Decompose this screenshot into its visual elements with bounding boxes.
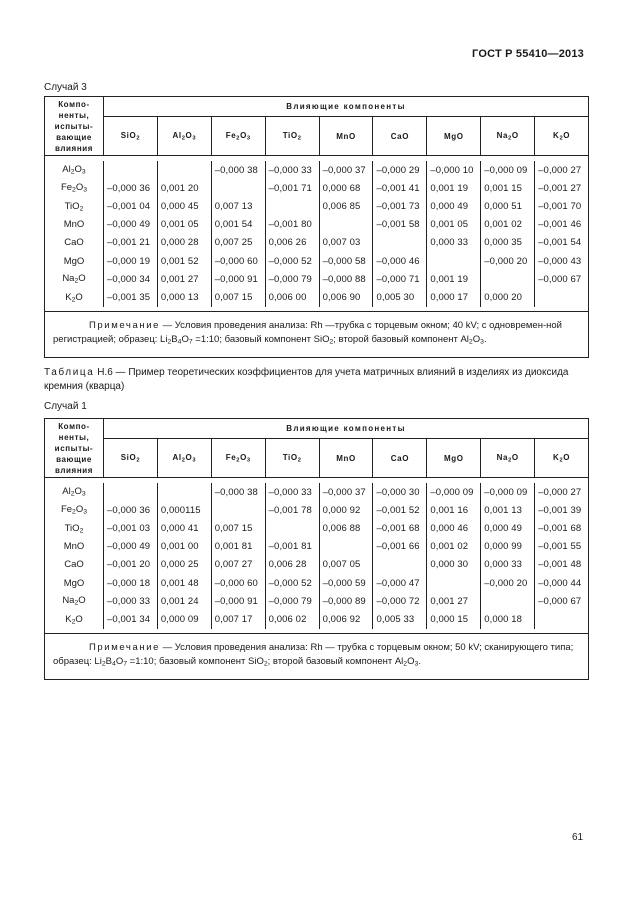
table-cell — [535, 288, 588, 306]
table-cell: 0,007 25 — [214, 237, 253, 249]
column-header: MnO — [320, 117, 374, 155]
table-cell: 0,000 35 — [484, 237, 523, 249]
table-cell: –0,000 30 — [376, 486, 420, 498]
table-cell: –0,000 33 — [268, 164, 312, 176]
table-cell: 0,001 27 — [160, 273, 199, 285]
table-cell: 0,006 02 — [268, 613, 307, 625]
table-cell — [320, 216, 373, 234]
table-cell: –0,000 88 — [322, 273, 366, 285]
table-cell: 0,001 27 — [430, 595, 469, 607]
table-cell: 0,007 05 — [322, 559, 361, 571]
table-cell: –0,001 52 — [376, 504, 420, 516]
row-label: $Na_2O$ — [62, 595, 86, 608]
table-cell: 0,000 68 — [322, 182, 361, 194]
table-cell: 0,001 00 — [160, 541, 199, 553]
table-cell: 0,000 28 — [160, 237, 199, 249]
table-cell: –0,001 35 — [107, 291, 151, 303]
table-cell: 0,000 15 — [430, 613, 469, 625]
row-label: MnO — [63, 219, 85, 231]
table-cell — [212, 179, 265, 197]
table-body — [45, 478, 588, 634]
table-cell: 0,001 48 — [160, 577, 199, 589]
table-header — [45, 97, 588, 156]
column-header: MgO — [427, 439, 481, 477]
row-label: $K_2O$ — [65, 291, 83, 304]
table-cell: 0,000 09 — [160, 613, 199, 625]
table-cell: –0,000 71 — [376, 273, 420, 285]
table-cell: 0,007 15 — [214, 522, 253, 534]
table-cell: 0,001 81 — [214, 541, 253, 553]
table-cell: 0,005 33 — [376, 613, 415, 625]
column-header: SiO$_2$ — [104, 117, 158, 155]
table-cell — [158, 161, 211, 179]
table-cell: –0,001 39 — [538, 504, 582, 516]
table-cell: –0,001 55 — [538, 541, 582, 553]
table-cell: –0,000 20 — [484, 577, 528, 589]
document-standard-id: ГОСТ Р 55410—2013 — [472, 48, 584, 60]
table-cell: 0,006 90 — [322, 291, 361, 303]
table-cell: –0,001 27 — [538, 182, 582, 194]
table-cell: –0,000 72 — [376, 595, 420, 607]
column-header: CaO — [373, 439, 427, 477]
table-cell: –0,001 20 — [107, 559, 151, 571]
table-cell: –0,000 79 — [268, 273, 312, 285]
table-cell: –0,000 19 — [107, 255, 151, 267]
table-cell: 0,001 16 — [430, 504, 469, 516]
table-cell: 0,000 49 — [430, 200, 469, 212]
table-cell: –0,000 10 — [430, 164, 474, 176]
row-label: $Fe_2O_3$ — [60, 504, 88, 517]
table-cell: 0,001 02 — [430, 541, 469, 553]
table-label: Таблица — [44, 367, 95, 378]
row-label: $Al_2O_3$ — [62, 486, 86, 498]
table-cell: –0,000 89 — [322, 595, 366, 607]
table-cell: 0,000 51 — [484, 200, 523, 212]
table-cell: 0,000 46 — [430, 522, 469, 534]
table-cell: –0,000 43 — [538, 255, 582, 267]
table-cell — [158, 483, 211, 501]
table-note: Примечание — Условия проведения анализа: Rh — трубка с торцевым окном; 50 kV; сканирующего типа; образец: $Li_2B_4O_7$ =1:10; базовый компонент SiO$_2$; второй базовый компонент $Al_2O_3$. — [53, 641, 574, 668]
row-label: MgO — [63, 255, 85, 267]
table-cell: –0,000 60 — [214, 577, 258, 589]
table-cell — [104, 161, 157, 179]
table-cell — [481, 270, 534, 288]
table-cell: –0,001 54 — [538, 237, 582, 249]
column-header: $Al_2O_3$ — [158, 117, 212, 155]
influencing-components-header: Влияющие компоненты — [104, 419, 588, 439]
table-cell: 0,000 41 — [160, 522, 199, 534]
table-cell: 0,006 00 — [268, 291, 307, 303]
table-cell: –0,001 48 — [538, 559, 582, 571]
table-cell: –0,000 36 — [107, 182, 151, 194]
table-cell: 0,000 17 — [430, 291, 469, 303]
table-h6-caption — [44, 366, 586, 394]
table-body — [45, 156, 588, 312]
table-cell: 0,000 18 — [484, 613, 523, 625]
table-header — [45, 419, 588, 478]
table-cell: –0,001 78 — [268, 504, 312, 516]
table-cell: –0,001 03 — [107, 522, 151, 534]
table-cell: –0,000 58 — [322, 255, 366, 267]
column-header: $Fe_2O_3$ — [212, 117, 266, 155]
row-label: TiO$_2$ — [64, 200, 84, 213]
table-cell: –0,000 37 — [322, 164, 366, 176]
table-cell — [212, 501, 265, 519]
table-cell: –0,000 20 — [484, 255, 528, 267]
table-cell: 0,006 26 — [268, 237, 307, 249]
column-header: $Fe_2O_3$ — [212, 439, 266, 477]
table-cell: 0,001 19 — [430, 273, 469, 285]
table-cell: –0,000 67 — [538, 595, 582, 607]
table-cell: 0,000 92 — [322, 504, 361, 516]
table-cell: –0,000 38 — [214, 486, 258, 498]
table-cell: –0,001 34 — [107, 613, 151, 625]
row-label: $Al_2O_3$ — [62, 164, 86, 176]
column-header: $Al_2O_3$ — [158, 439, 212, 477]
table-cell — [104, 483, 157, 501]
table-cell: –0,000 59 — [322, 577, 366, 589]
row-label: MnO — [63, 541, 85, 553]
table-cell: –0,001 68 — [538, 522, 582, 534]
column-header: MgO — [427, 117, 481, 155]
table-cell: 0,001 15 — [484, 182, 523, 194]
table-cell: 0,006 28 — [268, 559, 307, 571]
table-cell: –0,001 21 — [107, 237, 151, 249]
row-label: $K_2O$ — [65, 613, 83, 626]
table-cell: –0,000 34 — [107, 273, 151, 285]
table-cell: –0,001 04 — [107, 200, 151, 212]
table-cell: –0,000 44 — [538, 577, 582, 589]
influencing-components-header: Влияющие компоненты — [104, 97, 588, 117]
table-cell: –0,000 09 — [484, 164, 528, 176]
row-header-label: Компо- ненты, испыты- вающие влияния — [45, 419, 104, 477]
table-cell: –0,001 80 — [268, 219, 312, 231]
table-cell: –0,001 58 — [376, 219, 420, 231]
table-cell: –0,000 67 — [538, 273, 582, 285]
column-header: $K_2O$ — [553, 130, 571, 142]
row-label: $Fe_2O_3$ — [60, 182, 88, 195]
table-cell: –0,000 33 — [268, 486, 312, 498]
table-note: Примечание — Условия проведения анализа: Rh —трубка с торцевым окном; 40 kV; с одновремен-ной регистрацией; образец: $Li_2B_4O_7$ =1:10; базовый компонент SiO$_2$; второй базовый компонент $Al_2O_3$. — [53, 319, 562, 346]
table-cell: –0,000 18 — [107, 577, 151, 589]
page-number: 61 — [572, 832, 584, 843]
table-cell: 0,000 49 — [484, 522, 523, 534]
table-caption-text: Н.6 — Пример теоретических коэффициентов для учета матричных влияний в изделиях из диоксида кремния (кварца) — [44, 367, 569, 392]
column-header: $K_2O$ — [553, 452, 571, 464]
table-cell: 0,001 13 — [484, 504, 523, 516]
table-cell: 0,007 27 — [214, 559, 253, 571]
table-cell: 0,000 20 — [484, 291, 523, 303]
case-3-label: Случай 3 — [44, 82, 87, 93]
row-label: TiO$_2$ — [64, 522, 84, 535]
table-cell: 0,006 92 — [322, 613, 361, 625]
table-cell — [373, 556, 426, 574]
table-cell: –0,000 60 — [214, 255, 258, 267]
case-1-table — [44, 418, 589, 680]
table-cell: –0,000 91 — [214, 273, 258, 285]
case-1-label: Случай 1 — [44, 401, 87, 412]
table-cell: –0,000 29 — [376, 164, 420, 176]
table-cell — [427, 574, 480, 592]
column-header: $Na_2O$ — [481, 117, 535, 155]
table-cell: –0,001 68 — [376, 522, 420, 534]
table-cell: –0,000 09 — [484, 486, 528, 498]
row-label: MgO — [63, 577, 85, 589]
table-cell: 0,001 05 — [160, 219, 199, 231]
table-cell: –0,000 38 — [214, 164, 258, 176]
table-cell: 0,007 17 — [214, 613, 253, 625]
table-cell: –0,000 49 — [107, 541, 151, 553]
table-cell: –0,000 52 — [268, 255, 312, 267]
table-cell — [481, 592, 534, 610]
table-cell: 0,001 24 — [160, 595, 199, 607]
table-cell: 0,001 02 — [484, 219, 523, 231]
table-cell: –0,000 49 — [107, 219, 151, 231]
table-cell: 0,000 45 — [160, 200, 199, 212]
table-cell: –0,001 71 — [268, 182, 312, 194]
column-header: SiO$_2$ — [104, 439, 158, 477]
table-cell: –0,000 27 — [538, 164, 582, 176]
row-label: CaO — [64, 237, 84, 249]
column-header: TiO$_2$ — [266, 439, 320, 477]
table-cell: –0,001 46 — [538, 219, 582, 231]
row-label: CaO — [64, 559, 84, 571]
column-header: TiO$_2$ — [266, 117, 320, 155]
table-cell: 0,007 13 — [214, 200, 253, 212]
table-cell: 0,000115 — [160, 504, 201, 516]
table-cell: –0,001 73 — [376, 200, 420, 212]
table-cell: –0,000 36 — [107, 504, 151, 516]
table-cell — [427, 252, 480, 270]
table-cell: –0,001 66 — [376, 541, 420, 553]
table-cell: –0,000 47 — [376, 577, 420, 589]
table-cell: 0,006 88 — [322, 522, 361, 534]
table-cell: 0,007 15 — [214, 291, 253, 303]
table-cell — [266, 197, 319, 215]
table-cell: –0,000 52 — [268, 577, 312, 589]
row-header-label: Компо- ненты, испыты- вающие влияния — [45, 97, 104, 155]
table-cell — [320, 538, 373, 556]
table-cell: 0,001 05 — [430, 219, 469, 231]
table-cell: 0,001 19 — [430, 182, 469, 194]
table-cell: 0,000 33 — [484, 559, 523, 571]
table-cell: 0,007 03 — [322, 237, 361, 249]
table-cell: –0,001 81 — [268, 541, 312, 553]
column-header: $Na_2O$ — [481, 439, 535, 477]
column-header: CaO — [373, 117, 427, 155]
table-cell: 0,001 54 — [214, 219, 253, 231]
table-cell: –0,000 27 — [538, 486, 582, 498]
table-cell: 0,001 52 — [160, 255, 199, 267]
table-cell: –0,001 41 — [376, 182, 420, 194]
table-cell: 0,005 30 — [376, 291, 415, 303]
table-cell: 0,000 99 — [484, 541, 523, 553]
table-cell — [373, 234, 426, 252]
table-cell: 0,006 85 — [322, 200, 361, 212]
table-cell: –0,000 91 — [214, 595, 258, 607]
table-cell: –0,000 46 — [376, 255, 420, 267]
column-header: MnO — [320, 439, 374, 477]
table-cell — [266, 519, 319, 537]
table-cell: –0,000 33 — [107, 595, 151, 607]
row-label: $Na_2O$ — [62, 273, 86, 286]
table-cell: 0,000 25 — [160, 559, 199, 571]
table-cell: –0,001 70 — [538, 200, 582, 212]
table-cell: 0,000 33 — [430, 237, 469, 249]
table-cell: 0,000 30 — [430, 559, 469, 571]
table-cell: –0,000 79 — [268, 595, 312, 607]
table-cell: 0,001 20 — [160, 182, 199, 194]
table-cell — [535, 610, 588, 628]
table-cell: –0,000 09 — [430, 486, 474, 498]
table-cell: –0,000 37 — [322, 486, 366, 498]
case-3-table — [44, 96, 589, 358]
table-cell: 0,000 13 — [160, 291, 199, 303]
